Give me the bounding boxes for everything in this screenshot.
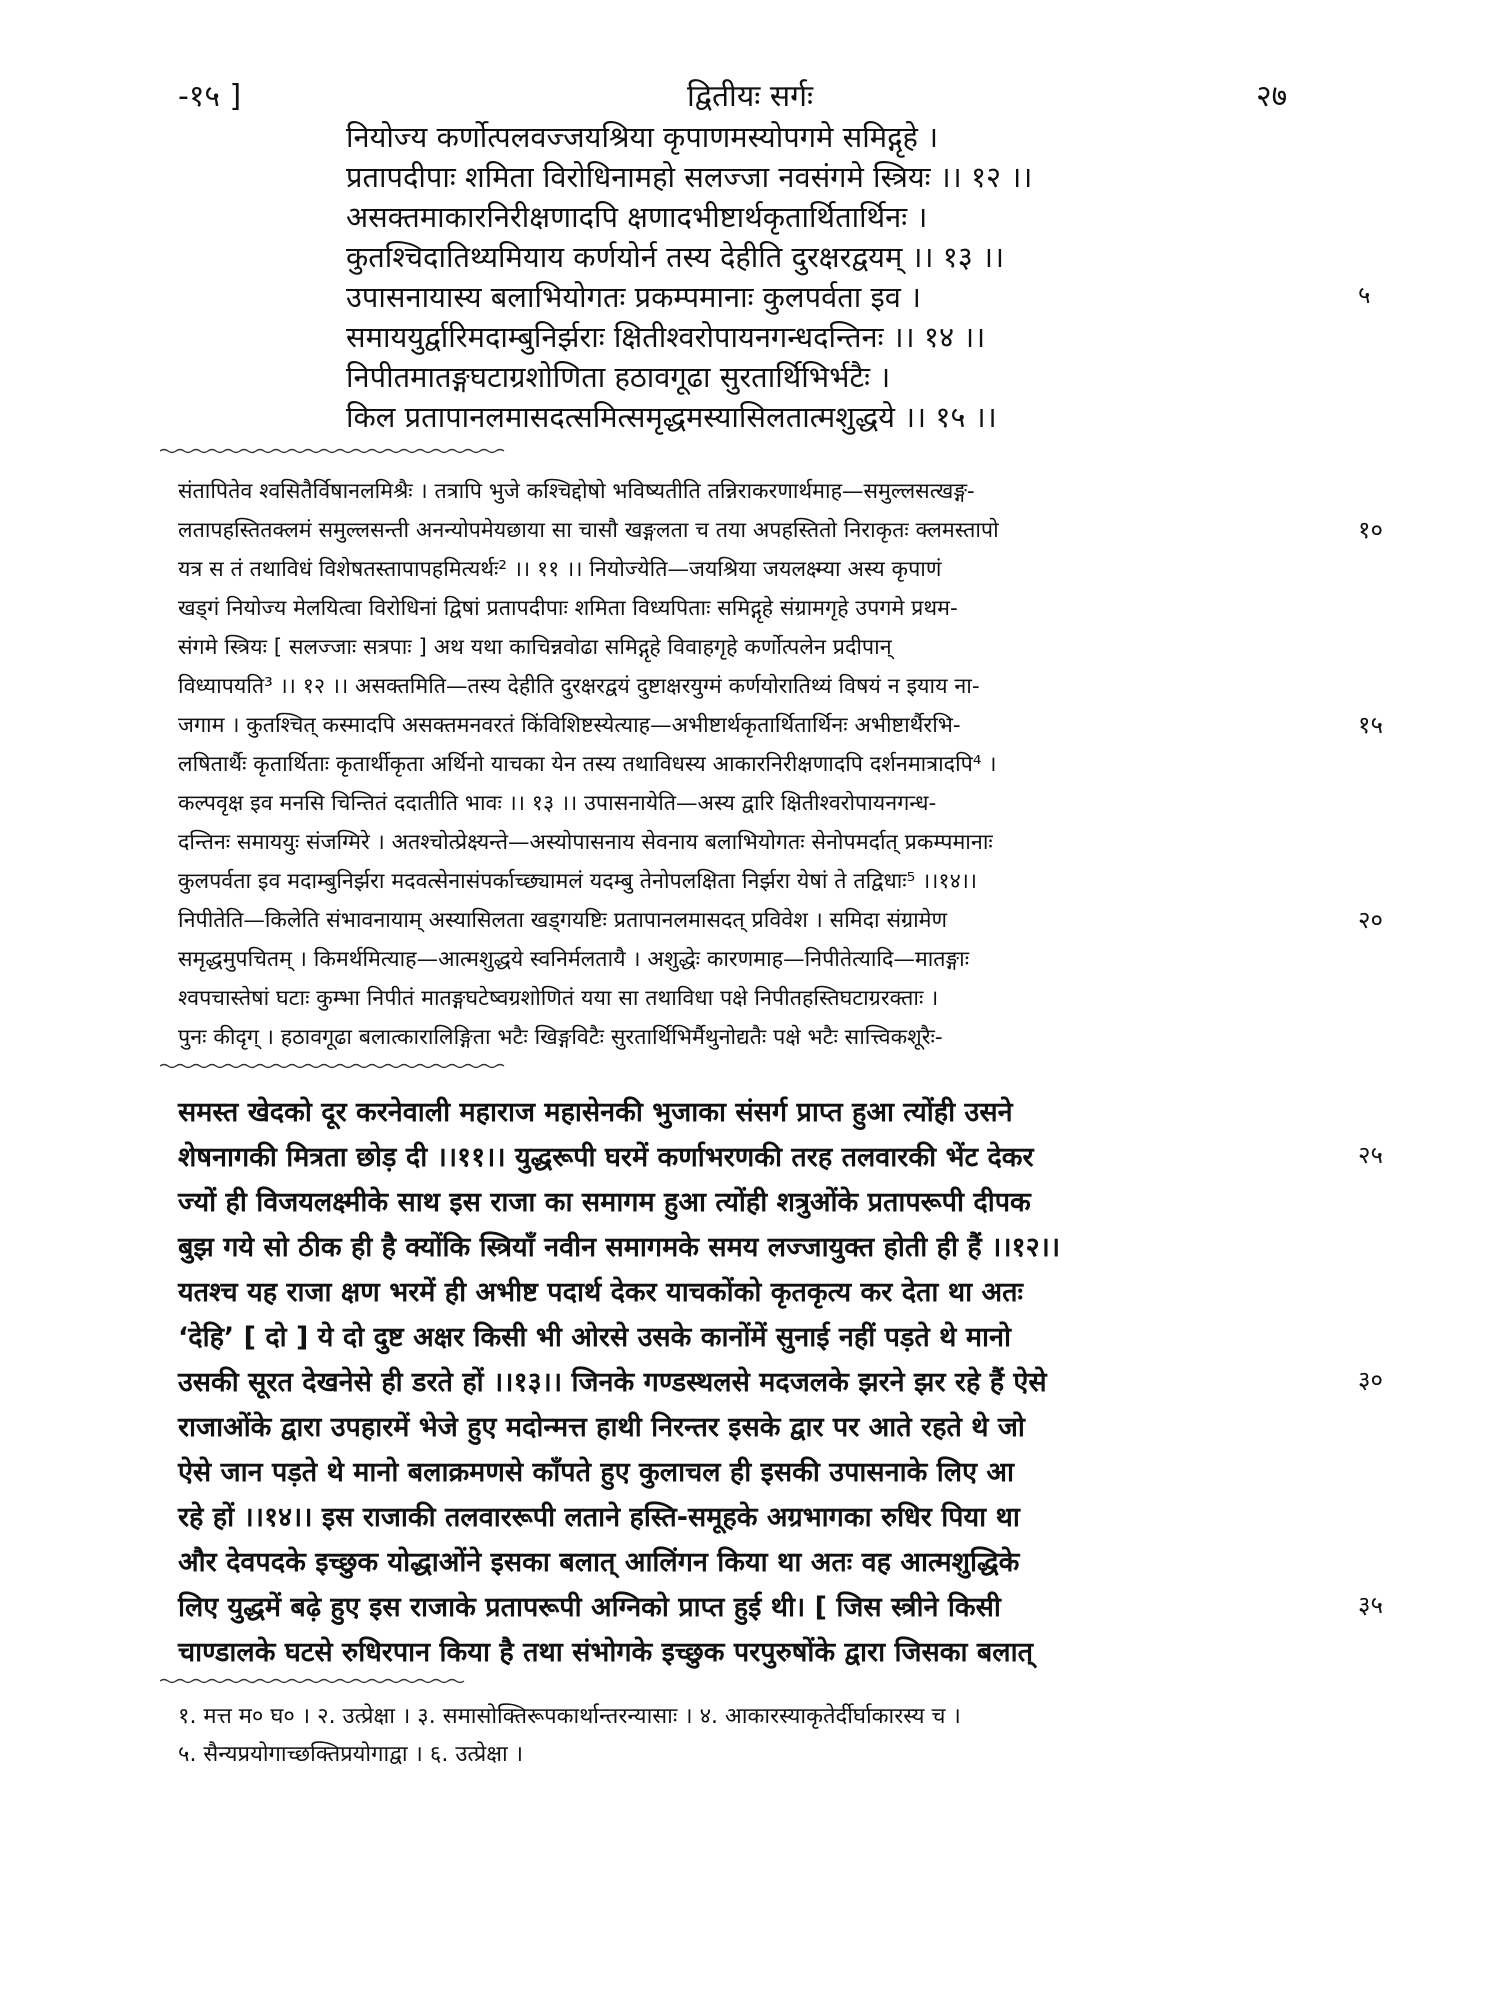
line-number: ५ <box>1358 281 1371 309</box>
verse-line: उपासनायास्य बलाभियोगतः प्रकम्पमानाः कुलपर्वता इव । <box>346 280 922 314</box>
commentary-line: समृद्धमुपचितम् । किमर्थमित्याह—आत्मशुद्धये स्वनिर्मलतायै । अशुद्धेः कारणमाह—निपीतेत्यादि—मातङ्गाः <box>178 947 970 972</box>
verse-line: नियोज्य कर्णोत्पलवज्जयश्रिया कृपाणमस्योपगमे समिद्गृहे । <box>346 120 939 154</box>
commentary-line: श्वपचास्तेषां घटाः कुम्भा निपीतं मातङ्गघटेष्वग्रशोणितं यया सा तथाविधा पक्षे निपीतहस्तिघटाग्ररक्ताः । <box>178 986 939 1011</box>
commentary-line: पुनः कीदृग् । हठावगूढा बलात्कारालिङ्गिता भटैः खिङ्गविटैः सुरतार्थिभिर्मैथुनोद्यतैः पक्षे भटैः सात्त्विकशूरैः- <box>178 1025 943 1050</box>
commentary-line: संतापितेव श्वसितैर्विषानलमिश्रैः । तत्रापि भुजे कश्चिद्दोषो भविष्यतीति तन्निराकरणार्थमाह—समुल्लसत्खङ्ग- <box>178 479 975 504</box>
verse-line: प्रतापदीपाः शमिता विरोधिनामहो सलज्जा नवसंगमे स्त्रियः ।। १२ ।। <box>346 160 1033 194</box>
line-number: ३० <box>1358 1366 1383 1394</box>
commentary-line: यत्र स तं तथाविधं विशेषतस्तापापहमित्यर्थः² ।। ११ ।। नियोज्येति—जयश्रिया जयलक्ष्म्या अस्य कृपाणं <box>178 557 942 582</box>
line-number: २० <box>1358 906 1383 934</box>
line-number: ३५ <box>1358 1591 1383 1619</box>
translation-line: शेषनागकी मित्रता छोड़ दी ।।११।। युद्धरूपी घरमें कर्णाभरणकी तरह तलवारकी भेंट देकर <box>178 1142 1034 1173</box>
wavy-divider <box>160 448 510 454</box>
line-number: २५ <box>1358 1141 1383 1169</box>
chapter-title: द्वितीयः सर्गः <box>686 79 814 114</box>
commentary-line: संगमे स्त्रियः [ सलज्जाः सत्रपाः ] अथ यथा काचिन्नवोढा समिद्गृहे विवाहगृहे कर्णोत्पलेन प्रदीपान् <box>178 635 892 660</box>
commentary-line: कल्पवृक्ष इव मनसि चिन्तितं ददातीति भावः ।। १३ ।। उपासनायेति—अस्य द्वारि क्षितीश्वरोपायनगन्ध- <box>178 791 937 816</box>
translation-line: बुझ गये सो ठीक ही है क्योंकि स्त्रियाँ नवीन समागमके समय लज्जायुक्त होती ही हैं ।।१२।। <box>178 1232 1061 1263</box>
verse-line: असक्तमाकारनिरीक्षणादपि क्षणादभीष्टार्थकृतार्थितार्थिनः । <box>346 200 928 234</box>
translation-line: ‘देहि’ [ दो ] ये दो दुष्ट अक्षर किसी भी ओरसे उसके कानोंमें सुनाई नहीं पड़ते थे मानो <box>178 1322 1011 1353</box>
translation-line: ज्यों ही विजयलक्ष्मीके साथ इस राजा का समागम हुआ त्योंही शत्रुओंके प्रतापरूपी दीपक <box>178 1187 1031 1218</box>
verse-line: किल प्रतापानलमासदत्समित्समृद्धमस्यासिलतात्मशुद्धये ।। १५ ।। <box>346 400 997 434</box>
wavy-divider <box>160 1063 510 1069</box>
verse-line: समाययुर्द्वारिमदाम्बुनिर्झराः क्षितीश्वरोपायनगन्धदन्तिनः ।। १४ ।। <box>346 320 986 354</box>
commentary-line: निपीतेति—किलेति संभावनायाम् अस्यासिलता खड्गयष्टिः प्रतापानलमासदत् प्रविवेश । समिदा संग्रामेण <box>178 908 948 933</box>
translation-line: लिए युद्धमें बढ़े हुए इस राजाके प्रतापरूपी अग्निको प्राप्त हुई थी। [ जिस स्त्रीने किसी <box>178 1592 1001 1623</box>
commentary-line: कुलपर्वता इव मदाम्बुनिर्झरा मदवत्सेनासंपर्काच्छ्यामलं यदम्बु तेनोपलक्षिता निर्झरा येषां ते तद्विधाः⁵ ।।१४।। <box>178 869 978 894</box>
verse-line: कुतश्चिदातिथ्यमियाय कर्णयोर्न तस्य देहीति दुरक्षरद्वयम् ।। १३ ।। <box>346 240 1005 274</box>
line-number: १५ <box>1358 711 1383 739</box>
commentary-line: लतापहस्तितक्लमं समुल्लसन्ती अनन्योपमेयछाया सा चासौ खङ्गलता च तया अपहस्तितो निराकृतः क्लमस्तापो <box>178 518 999 543</box>
translation-line: चाण्डालके घटसे रुधिरपान किया है तथा संभोगके इच्छुक परपुरुषोंके द्वारा जिसका बलात् <box>178 1637 1033 1668</box>
commentary-line: लषितार्थैः कृतार्थिताः कृतार्थीकृता अर्थिनो याचका येन तस्य तथाविधस्य आकारनिरीक्षणादपि दर्शनमात्रादपि⁴ । <box>178 752 997 777</box>
commentary-line: दन्तिनः समाययुः संजग्मिरे । अतश्चोत्प्रेक्ष्यन्ते—अस्योपासनाय सेवनाय बलाभियोगतः सेनोपमर्दात् प्रकम्पमानाः <box>178 830 993 855</box>
verse-line: निपीतमातङ्गघटाग्रशोणिता हठावगूढा सुरतार्थिभिर्भटैः । <box>346 360 891 394</box>
line-number: १० <box>1358 516 1383 544</box>
translation-line: रहे हों ।।१४।। इस राजाकी तलवाररूपी लताने हस्ति-समूहके अग्रभागका रुधिर पिया था <box>178 1502 1020 1533</box>
translation-line: राजाओंके द्वारा उपहारमें भेजे हुए मदोन्मत्त हाथी निरन्तर इसके द्वार पर आते रहते थे जो <box>178 1412 1025 1443</box>
translation-line: यतश्च यह राजा क्षण भरमें ही अभीष्ट पदार्थ देकर याचकोंको कृतकृत्य कर देता था अतः <box>178 1277 1023 1308</box>
commentary-line: खड्गं नियोज्य मेलयित्वा विरोधिनां द्विषां प्रतापदीपाः शमिता विध्यपिताः समिद्गृहे संग्रामगृहे उपगमे प्रथम- <box>178 596 958 621</box>
commentary-line: विध्यापयति³ ।। १२ ।। असक्तमिति—तस्य देहीति दुरक्षरद्वयं दुष्टाक्षरयुग्मं कर्णयोरातिथ्यं विषयं न इयाय ना- <box>178 674 980 699</box>
commentary-line: जगाम । कुतश्चित् कस्मादपि असक्तमनवरतं किंविशिष्टस्येत्याह—अभीष्टार्थकृतार्थितार्थिनः अभीष्टार्थैरभि- <box>178 713 961 738</box>
translation-line: और देवपदके इच्छुक योद्धाओंने इसका बलात् आलिंगन किया था अतः वह आत्मशुद्धिके <box>178 1547 1020 1578</box>
footnote-line: १. मत्त म० घ० । २. उत्प्रेक्षा । ३. समासोक्तिरूपकार्थान्तरन्यासाः । ४. आकारस्याकृतेर्दीर्घाकारस्य च । <box>178 1704 961 1729</box>
section-range: -१५ ] <box>178 79 242 114</box>
footnote-line: ५. सैन्यप्रयोगाच्छक्तिप्रयोगाद्वा । ६. उत्प्रेक्षा । <box>178 1742 524 1767</box>
wavy-divider <box>160 1678 470 1684</box>
translation-line: उसकी सूरत देखनेसे ही डरते हों ।।१३।। जिनके गण्डस्थलसे मदजलके झरने झर रहे हैं ऐसे <box>178 1367 1047 1398</box>
translation-line: ऐसे जान पड़ते थे मानो बलाक्रमणसे काँपते हुए कुलाचल ही इसकी उपासनाके लिए आ <box>178 1457 1014 1488</box>
page-number: २७ <box>1256 79 1288 114</box>
translation-line: समस्त खेदको दूर करनेवाली महाराज महासेनकी भुजाका संसर्ग प्राप्त हुआ त्योंही उसने <box>178 1097 1013 1128</box>
